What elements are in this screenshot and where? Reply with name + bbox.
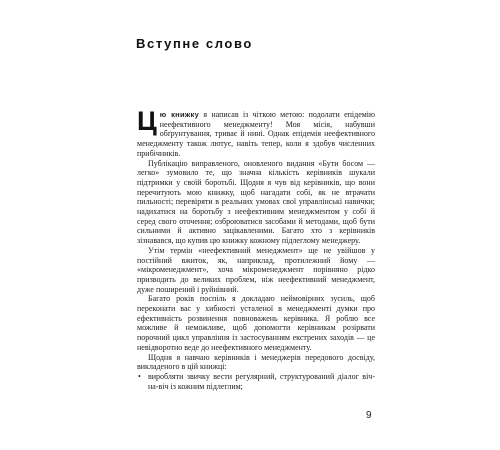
lead-in: ю книжку <box>159 110 200 119</box>
paragraph-1-text: я написав із чіткою метою: подолати епідемію неефективного менеджменту! Моя місія, набувши обґрунтування, триває й нині. Однак епідемія неефективного менеджменту також лютує, навіть тепер, коли я здобув численних прибічників. <box>137 110 376 158</box>
bullet-item: • виробляти звичку вести регулярний, структурований діалог віч-на-віч із кожним підлеглим; <box>137 372 375 391</box>
drop-cap: Ц <box>137 106 157 136</box>
paragraph-1 <box>137 106 376 159</box>
paragraph-2: Публікацію виправленого, оновленого видання «Бути босом — легко» зумовило те, що значна кількість керівників шукали підтримки у своїй боротьбі. Щодня я чув від керівників, що вони перечитують мою книжку, щоб нагадати собі, як не втрачати пильності; перевіряти в реальних умовах свої управлінські навички; надихатися на боротьбу з неефективним менеджментом у собі й серед свого оточення; озброюватися засобами й методами, щоб бути сильними й активно зацікавленими. Багато хто з керівників зізнавався, що купив цю книжку кожному підлеглому менеджеру. <box>137 158 375 246</box>
body-text <box>137 106 376 391</box>
bullet-list <box>137 372 375 391</box>
page-number: 9 <box>366 410 372 421</box>
paragraph-4: Багато років поспіль я докладаю неймовірних зусиль, щоб переконати вас у хибності усталеної в менеджменті думки про ефективність розвинення повноважень керівника. Я роблю все можливе й неможливе, щоб допомогти керівникам розірвати порочний цикл управління із застосуванням екстрених заходів — це невідворотно веде до неефективного менеджменту. <box>137 294 375 352</box>
paragraph-3: Утім термін «неефективний менеджмент» ще не увійшов у постійний вжиток, як, наприклад, протилежний йому — «мікроменеджмент», хоча мікроменеджмент порівняно рідко призводить до великих проблем, ніж неефективний менеджмент, дуже поширений і руйнівний. <box>137 245 375 294</box>
chapter-title: Вступне слово <box>136 36 253 51</box>
paragraph-5: Щодня я навчаю керівників і менеджерів передового досвіду, викладеного в цій книжці: <box>137 352 375 372</box>
